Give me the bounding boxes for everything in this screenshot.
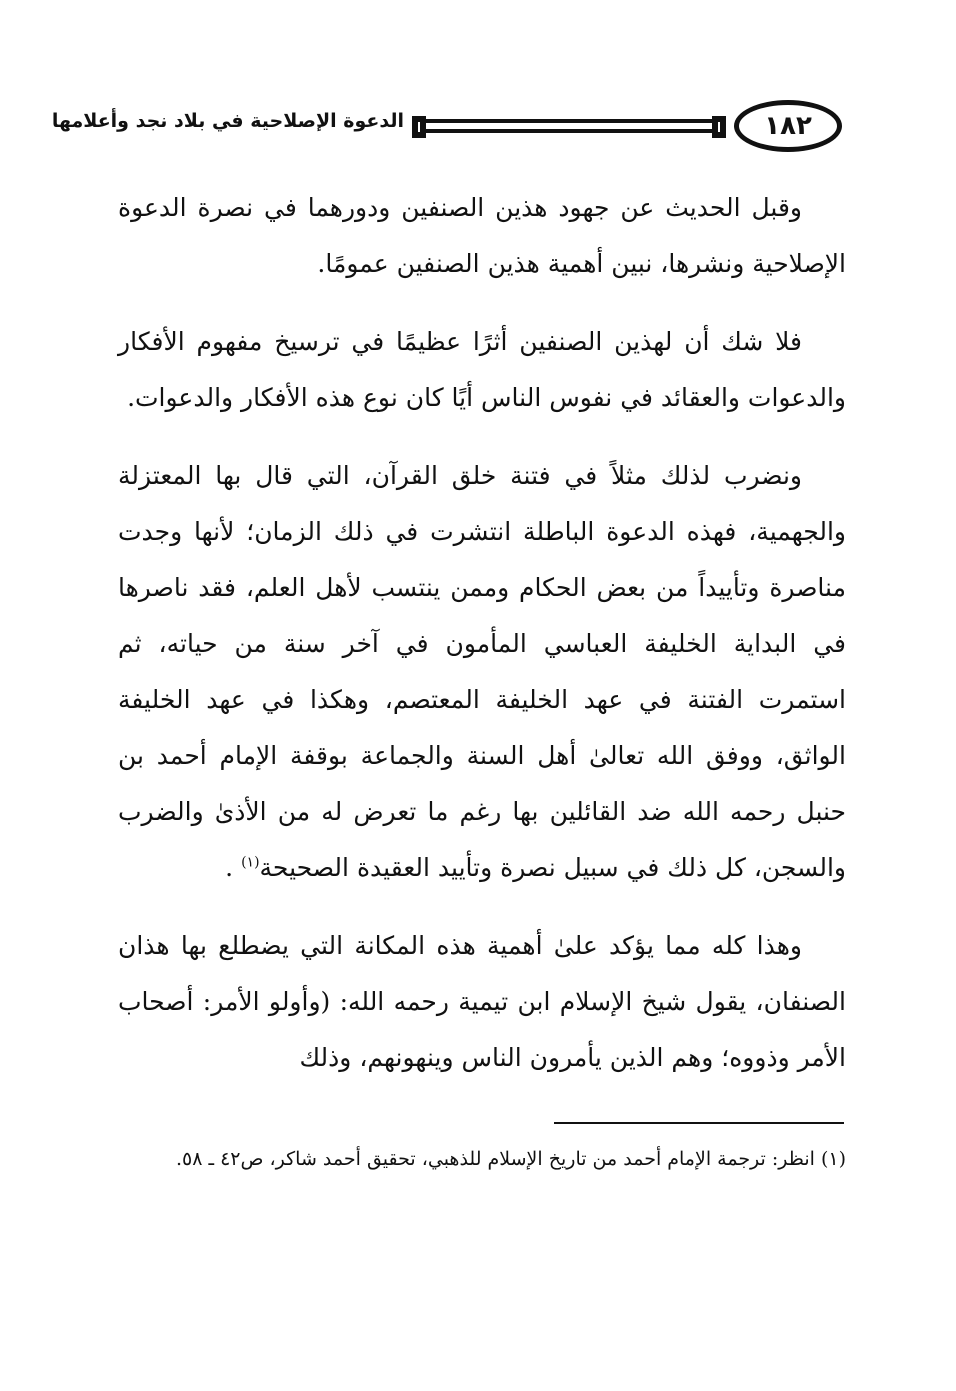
- paragraph-2: فلا شك أن لهذين الصنفين أثرًا عظيمًا في ترسيخ مفهوم الأفكار والدعوات والعقائد في نفوس الناس أيًا كان نوع هذه الأفكار والدعوات.: [118, 327, 846, 412]
- footnote-marker: (١): [241, 854, 260, 871]
- footnote-separator: [554, 1122, 844, 1124]
- rule-cap-right: [712, 116, 726, 138]
- double-rule-line: [426, 119, 712, 133]
- paragraph-3-end: .: [225, 853, 234, 882]
- header-ornament-rule: [412, 116, 726, 138]
- running-title: الدعوة الإصلاحية في بلاد نجد وأعلامها: [51, 110, 404, 132]
- rule-cap-left: [412, 116, 426, 138]
- paragraph-4: وهذا كله مما يؤكد علىٰ أهمية هذه المكانة التي يضطلع بها هذان الصنفان، يقول شيخ الإسلام ابن تيمية رحمه الله: (وأولو الأمر: أصحاب الأمر وذووه؛ وهم الذين يأمرون الناس وينهونهم، وذلك: [118, 931, 846, 1072]
- page-header: [51, 100, 842, 156]
- main-text: [118, 180, 846, 1100]
- paragraph-1: وقبل الحديث عن جهود هذين الصنفين ودورهما في نصرة الدعوة الإصلاحية ونشرها، نبين أهمية هذين الصنفين عمومًا.: [118, 193, 846, 278]
- page-number-badge: [734, 100, 842, 152]
- footnote: (١) انظر: ترجمة الإمام أحمد من تاريخ الإسلام للذهبي، تحقيق أحمد شاكر، ص٤٢ ـ ٥٨.: [175, 1148, 846, 1170]
- paragraph-3: [118, 448, 846, 896]
- paragraph-3-text: ونضرب لذلك مثلاً في فتنة خلق القرآن، التي قال بها المعتزلة والجهمية، فهذه الدعوة الباطلة انتشرت في ذلك الزمان؛ لأنها وجدت مناصرة وتأييداً من بعض الحكام وممن ينتسب لأهل العلم، فقد ناصرها في البداية الخليفة العباسي المأمون في آخر سنة من حياته، ثم استمرت الفتنة في عهد الخليفة المعتصم، وهكذا في عهد الخليفة الواثق، ووفق الله تعالىٰ أهل السنة والجماعة بوقفة الإمام أحمد بن حنبل رحمه الله ضد القائلين بها رغم ما تعرض له من الأذىٰ والضرب والسجن، كل ذلك في سبيل نصرة وتأييد العقيدة الصحيحة: [118, 461, 846, 882]
- page-number: ١٨٢: [764, 111, 812, 141]
